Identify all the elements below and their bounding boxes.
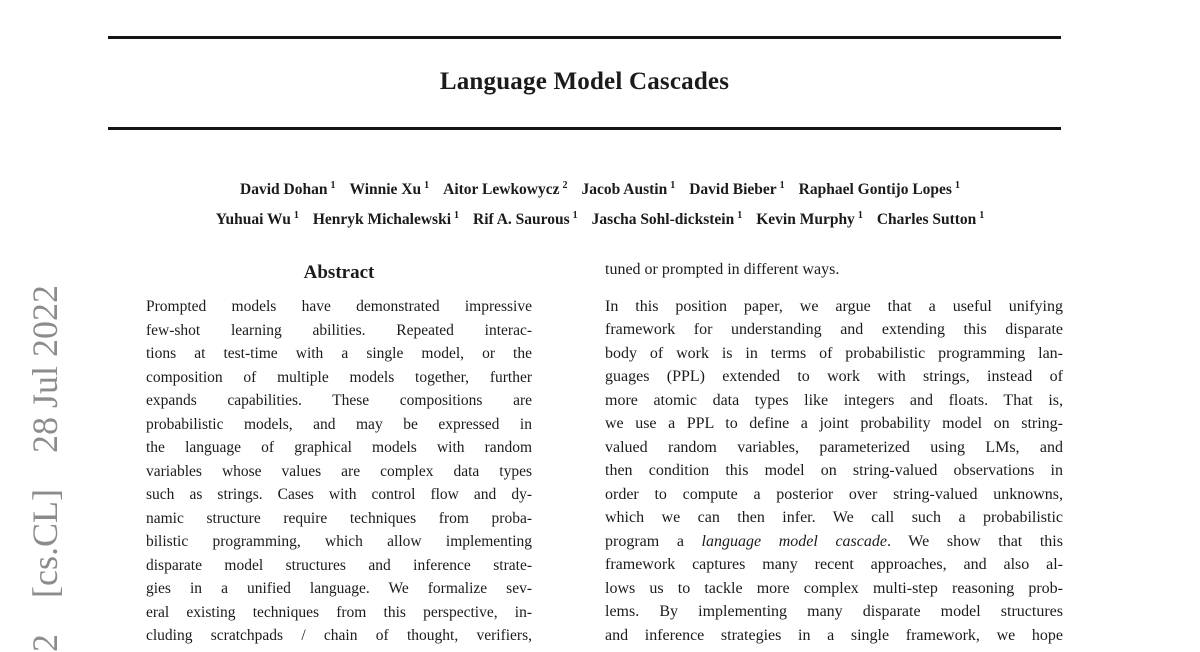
author-affiliation-sup: 1 (737, 210, 743, 222)
author (582, 181, 676, 198)
author-affiliation-sup: 1 (454, 210, 460, 222)
author-affiliation-sup: 1 (954, 180, 960, 191)
author (313, 211, 459, 228)
text-line: lems. By implementing many disparate model structures (605, 603, 1063, 620)
paragraph (605, 295, 1063, 648)
author-name: Henryk Michalewski (312, 211, 452, 229)
author-name: Aitor Lewkowycz (443, 181, 560, 199)
text-line: more atomic data types like integers and floats. That is, (605, 391, 1063, 409)
text-line: disparate model structures and inference strate- (146, 556, 532, 574)
author-affiliation-sup: 1 (779, 180, 785, 191)
italic-term: language model cascade (701, 532, 887, 550)
author-name: David Dohan (240, 181, 328, 199)
author-name: Jascha Sohl-dickstein (591, 211, 735, 229)
author-affiliation-sup: 1 (293, 210, 299, 222)
author-affiliation-sup: 1 (857, 210, 863, 222)
author-name: Raphael Gontijo Lopes (798, 181, 952, 199)
paper-title: Language Model Cascades (439, 68, 730, 95)
text-line: bilistic programming, which allow implementing (146, 533, 532, 550)
text-line: gies in a unified language. We formalize sev- (146, 580, 532, 597)
author (240, 181, 335, 198)
title-bottom-rule (108, 127, 1061, 130)
text-line: tuned or prompted in different ways. (605, 261, 840, 278)
text-line: such as strings. Cases with control flow and dy- (146, 486, 532, 503)
text-line: few-shot learning abilities. Repeated interac- (146, 321, 532, 339)
author (756, 211, 863, 228)
paragraph (605, 258, 1063, 282)
text-line: composition of multiple models together, further (146, 368, 532, 386)
author-affiliation-sup: 1 (572, 210, 578, 222)
author-name: Kevin Murphy (756, 211, 855, 229)
top-rule (108, 36, 1061, 39)
author-affiliation-sup: 1 (670, 180, 676, 191)
arxiv-sidebar-stamp: 2 [cs.CL] 28 Jul 2022 (25, 285, 65, 652)
text-line: framework for understanding and extending this disparate (605, 321, 1063, 338)
abstract-heading: Abstract (303, 262, 375, 283)
text-line: framework captures many recent approaches, and also al- (605, 556, 1063, 573)
text-line: then condition this model on string-valued observations in (605, 462, 1063, 479)
author (799, 181, 960, 198)
abstract-text (146, 295, 532, 648)
author (349, 181, 429, 198)
text-line: expands capabilities. These compositions are (146, 392, 532, 409)
authors-line-2 (70, 203, 1130, 233)
author-affiliation-sup: 1 (330, 180, 336, 191)
author-name: Jacob Austin (581, 181, 668, 199)
text-line: variables whose values are complex data types (146, 462, 532, 480)
text-line: guages (PPL) extended to work with strings, instead of (605, 368, 1063, 385)
text-line: order to compute a posterior over string-valued unknowns, (605, 485, 1063, 503)
text-line: tions at test-time with a single model, or the (146, 345, 532, 362)
text-line: the language of graphical models with random (146, 439, 532, 456)
text-segment: . We show that this (886, 532, 1063, 550)
text-line: and inference strategies in a single framework, we hope (605, 626, 1063, 644)
author (592, 211, 743, 228)
text-line: probabilistic models, and may be expressed in (146, 415, 532, 433)
text-line: cluding scratchpads / chain of thought, verifiers, (146, 627, 532, 644)
author-block (70, 173, 1130, 233)
author-name: Charles Sutton (876, 211, 977, 229)
author-affiliation-sup: 1 (424, 180, 430, 191)
author-name: Rif A. Saurous (473, 211, 570, 229)
authors-line-1 (70, 173, 1130, 203)
text-line: which we can then infer. We call such a probabilistic (605, 509, 1063, 526)
right-column-text (605, 258, 1063, 647)
text-line: In this position paper, we argue that a useful unifying (605, 297, 1063, 315)
text-line: lows us to tackle more complex multi-step reasoning prob- (605, 579, 1063, 597)
author-affiliation-sup: 2 (562, 180, 568, 191)
text-line (605, 530, 1063, 554)
author (689, 181, 784, 198)
text-line: eral existing techniques from this perspective, in- (146, 603, 532, 621)
text-line: namic structure require techniques from proba- (146, 509, 532, 527)
text-line: we use a PPL to define a joint probability model on string- (605, 415, 1063, 432)
author-name: Yuhuai Wu (215, 211, 291, 229)
author (216, 211, 299, 228)
author (443, 181, 567, 198)
author (877, 211, 984, 228)
text-line: Prompted models have demonstrated impressive (146, 298, 532, 315)
author-name: David Bieber (689, 181, 777, 199)
author (473, 211, 578, 228)
text-segment: program a (605, 532, 702, 550)
text-line: valued random variables, parameterized using LMs, and (605, 438, 1063, 456)
author-name: Winnie Xu (349, 181, 422, 199)
text-line: body of work is in terms of probabilistic programming lan- (605, 344, 1063, 362)
author-affiliation-sup: 1 (979, 210, 985, 222)
